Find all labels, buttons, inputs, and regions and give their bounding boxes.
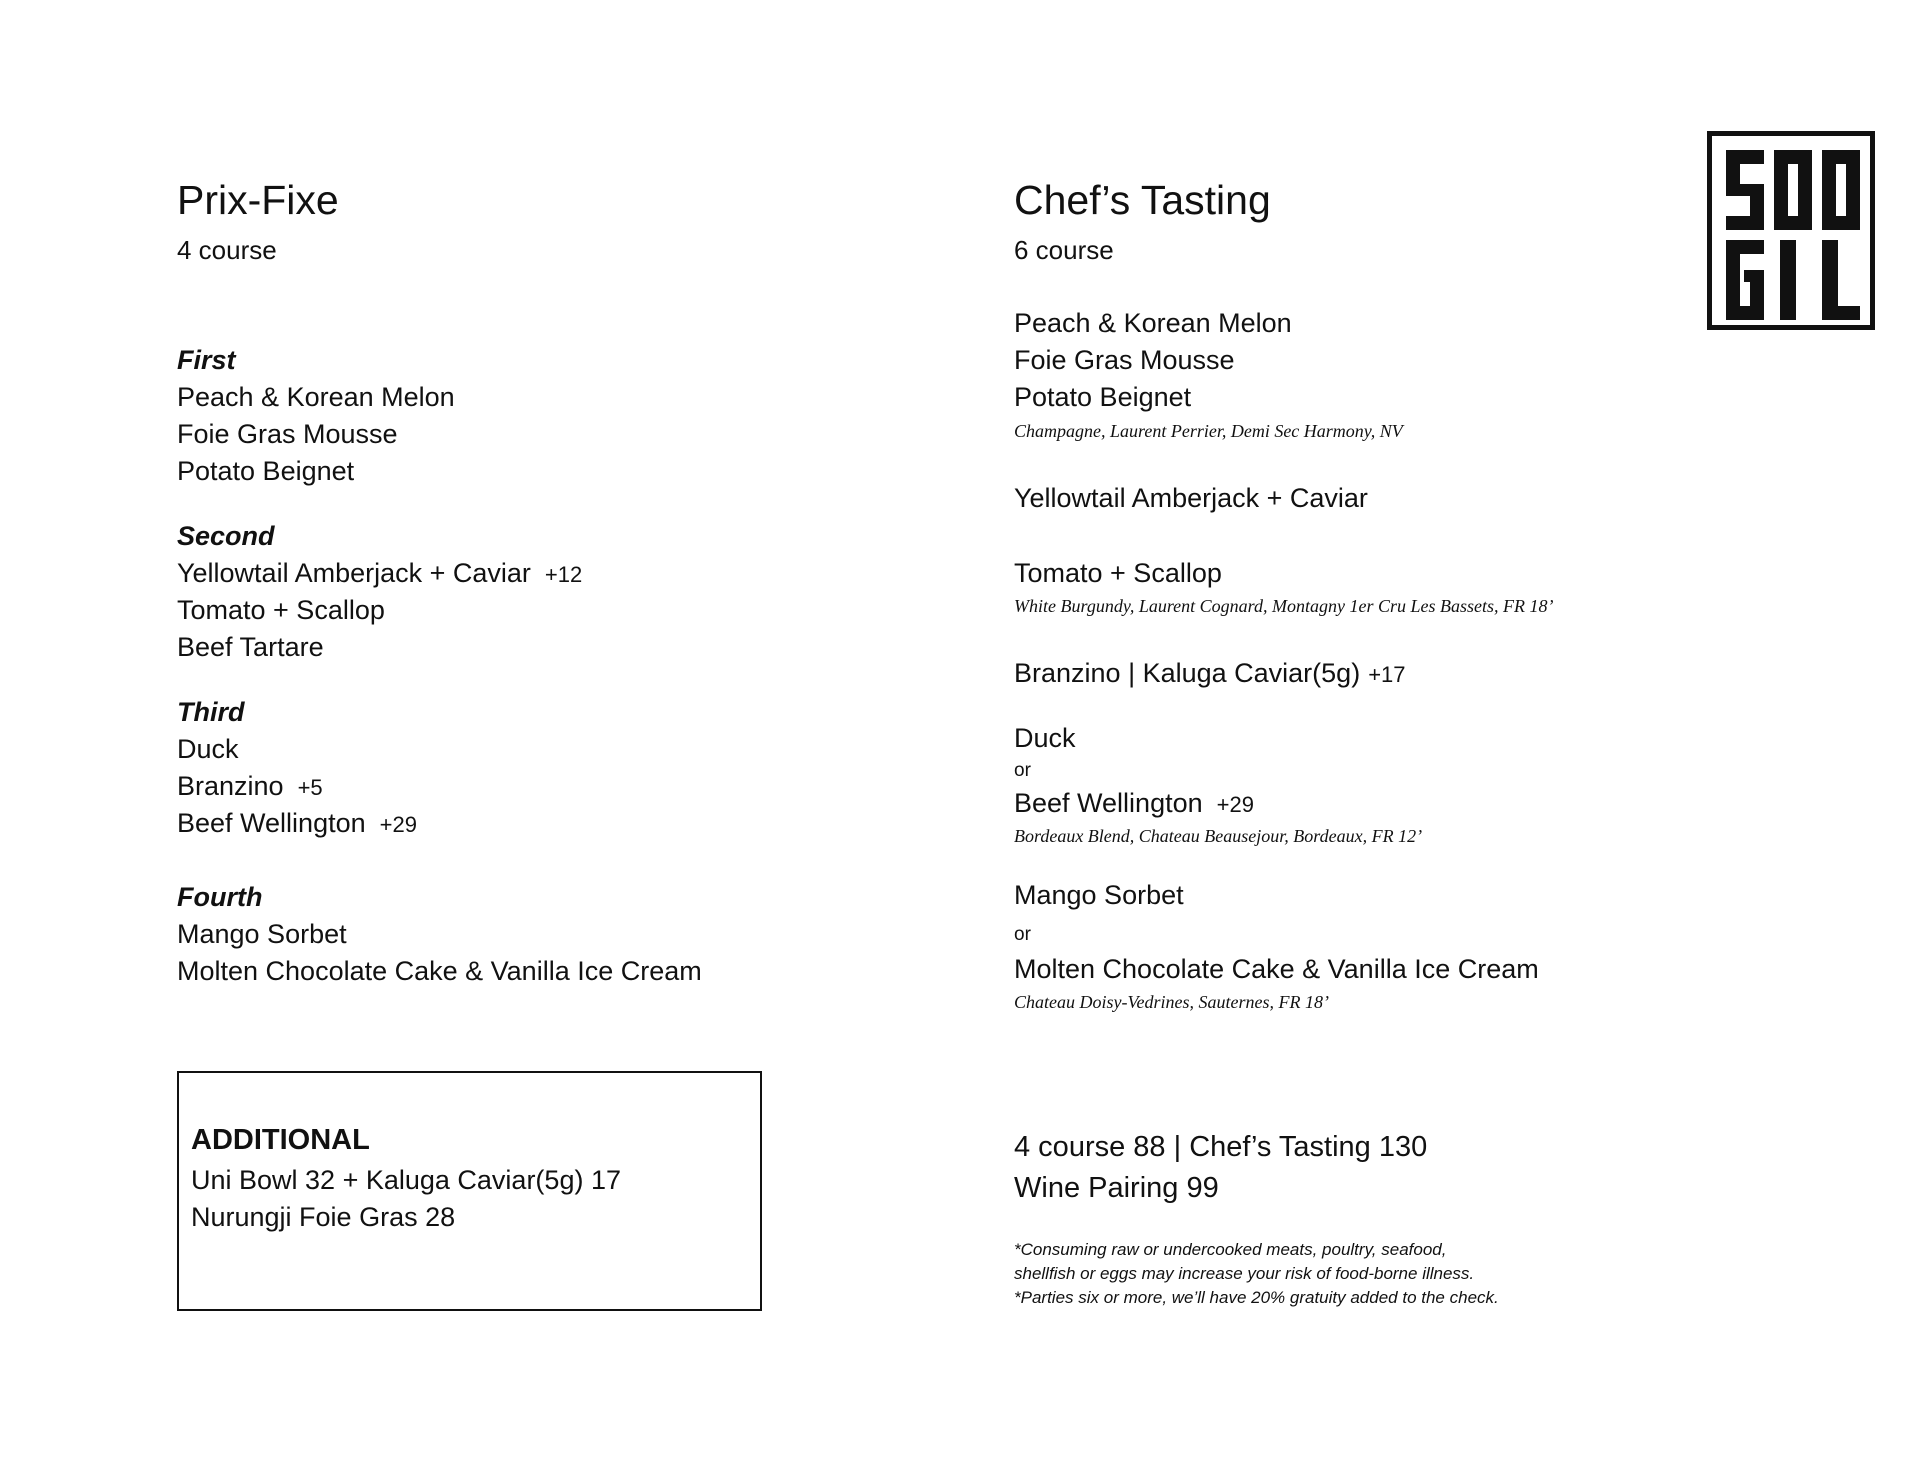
dish-item: Duck (177, 734, 239, 764)
or-label: or (1014, 760, 1031, 781)
pricing-line: 4 course 88 | Chef’s Tasting 130 (1014, 1131, 1428, 1163)
dish-item: Potato Beignet (1014, 382, 1192, 412)
course-label-first: First (177, 345, 236, 375)
dish-item: Tomato + Scallop (177, 595, 385, 625)
course-label-third: Third (177, 697, 245, 727)
dish-item: Duck (1014, 723, 1076, 753)
additional-title: ADDITIONAL (191, 1124, 370, 1156)
dish-item: Yellowtail Amberjack + Caviar (1014, 483, 1368, 513)
pricing-line: Wine Pairing 99 (1014, 1172, 1219, 1204)
dish-name: Yellowtail Amberjack + Caviar (177, 558, 531, 588)
soogil-logo (1707, 131, 1875, 330)
dish-item: Molten Chocolate Cake & Vanilla Ice Cream (177, 956, 702, 986)
dish-item (177, 769, 323, 805)
dish-item (177, 556, 582, 592)
dish-item: Potato Beignet (177, 456, 355, 486)
dish-item (1014, 656, 1406, 692)
dish-item: Peach & Korean Melon (177, 382, 455, 412)
dish-item: Mango Sorbet (1014, 880, 1184, 910)
dish-item: Mango Sorbet (177, 919, 347, 949)
course-label-second: Second (177, 521, 275, 551)
supplement-price: +5 (297, 775, 323, 800)
prix-fixe-title: Prix-Fixe (177, 177, 339, 223)
wine-pairing: Champagne, Laurent Perrier, Demi Sec Harmony, NV (1014, 421, 1403, 441)
disclaimer-note: *Parties six or more, we’ll have 20% gratuity added to the check. (1014, 1288, 1499, 1307)
dish-item: Peach & Korean Melon (1014, 308, 1292, 338)
wine-pairing: White Burgundy, Laurent Cognard, Montagny 1er Cru Les Bassets, FR 18’ (1014, 596, 1554, 616)
supplement-price: +17 (1368, 662, 1406, 687)
dish-name: Beef Wellington (1014, 788, 1203, 818)
additional-item: Uni Bowl 32 + Kaluga Caviar(5g) 17 (191, 1165, 621, 1195)
additional-box (177, 1071, 762, 1311)
dish-item: Foie Gras Mousse (177, 419, 398, 449)
dish-item (1014, 786, 1254, 822)
additional-item: Nurungji Foie Gras 28 (191, 1202, 456, 1232)
dish-item: Foie Gras Mousse (1014, 345, 1235, 375)
wine-pairing: Chateau Doisy-Vedrines, Sauternes, FR 18’ (1014, 992, 1329, 1012)
dish-item (177, 806, 417, 842)
supplement-price: +12 (544, 562, 583, 587)
course-label-fourth: Fourth (177, 882, 263, 912)
chefs-tasting-title: Chef’s Tasting (1014, 177, 1271, 223)
or-label: or (1014, 924, 1031, 945)
dish-item: Beef Tartare (177, 632, 324, 662)
dish-name: Branzino (177, 771, 284, 801)
prix-fixe-subtitle: 4 course (177, 235, 277, 265)
wine-pairing: Bordeaux Blend, Chateau Beausejour, Bordeaux, FR 12’ (1014, 826, 1423, 846)
dish-name: Beef Wellington (177, 808, 366, 838)
dish-item: Molten Chocolate Cake & Vanilla Ice Cream (1014, 954, 1539, 984)
supplement-price: +29 (1216, 792, 1254, 817)
dish-name: Branzino | Kaluga Caviar(5g) (1014, 658, 1361, 688)
disclaimer-note: *Consuming raw or undercooked meats, poultry, seafood, (1014, 1240, 1447, 1259)
supplement-price: +29 (379, 812, 417, 837)
dish-item: Tomato + Scallop (1014, 558, 1222, 588)
disclaimer-note: shellfish or eggs may increase your risk of food-borne illness. (1014, 1264, 1475, 1283)
soogil-logo-mark (1712, 136, 1870, 325)
chefs-tasting-subtitle: 6 course (1014, 235, 1114, 265)
